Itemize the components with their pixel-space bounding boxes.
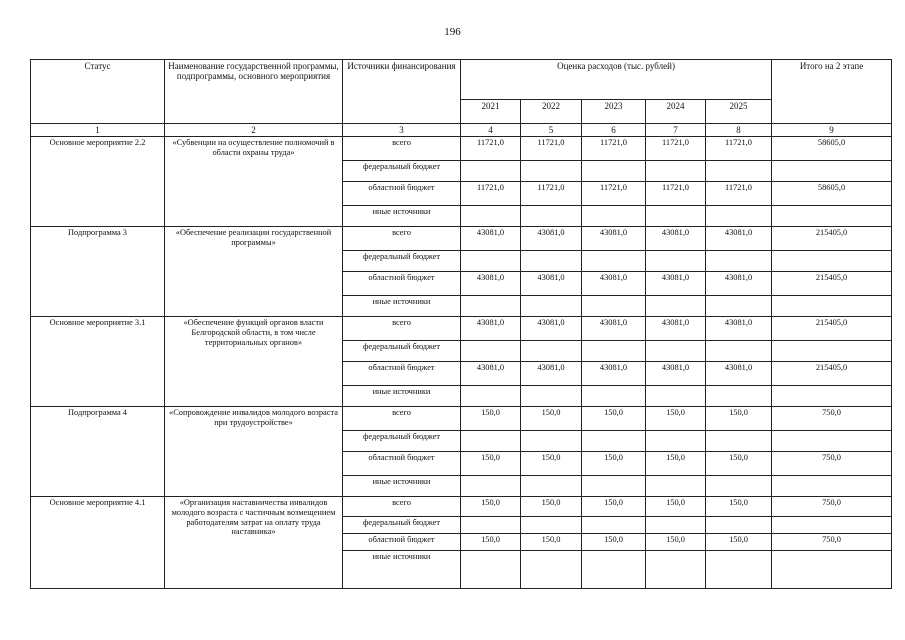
expense-value bbox=[582, 251, 646, 272]
header-year: 2023 bbox=[582, 100, 646, 124]
page-number: 196 bbox=[444, 26, 461, 38]
expense-value bbox=[706, 551, 772, 589]
funding-source: всего bbox=[343, 137, 461, 161]
funding-source: федеральный бюджет bbox=[343, 341, 461, 362]
expense-value bbox=[582, 341, 646, 362]
expense-value bbox=[582, 431, 646, 452]
expense-value: 43081,0 bbox=[646, 227, 706, 251]
stage-total: 750,0 bbox=[772, 452, 892, 476]
expense-value bbox=[461, 517, 521, 534]
row-status: Основное мероприятие 3.1 bbox=[31, 317, 165, 407]
funding-source: областной бюджет bbox=[343, 452, 461, 476]
funding-source: иные источники bbox=[343, 206, 461, 227]
stage-total: 215405,0 bbox=[772, 272, 892, 296]
header-total: Итого на 2 этапе bbox=[772, 60, 892, 124]
expense-value: 43081,0 bbox=[461, 362, 521, 386]
expense-value bbox=[521, 431, 582, 452]
expense-value: 43081,0 bbox=[521, 227, 582, 251]
stage-total: 750,0 bbox=[772, 497, 892, 517]
expense-value: 43081,0 bbox=[582, 317, 646, 341]
row-program-name: «Организация наставничества инвалидов молодого возраста с частичным возмещением работодателям затрат на оплату труда наставника» bbox=[165, 497, 343, 589]
funding-source: иные источники bbox=[343, 476, 461, 497]
expense-value: 150,0 bbox=[706, 534, 772, 551]
expense-value: 150,0 bbox=[582, 534, 646, 551]
expense-value: 43081,0 bbox=[706, 227, 772, 251]
table-row bbox=[31, 227, 892, 251]
header-sources: Источники финансирования bbox=[343, 60, 461, 124]
expense-value: 11721,0 bbox=[646, 182, 706, 206]
expense-value: 43081,0 bbox=[461, 227, 521, 251]
expense-value: 43081,0 bbox=[582, 362, 646, 386]
column-number: 2 bbox=[165, 124, 343, 137]
expense-value bbox=[646, 517, 706, 534]
expense-value bbox=[706, 517, 772, 534]
stage-total bbox=[772, 296, 892, 317]
expense-value bbox=[461, 431, 521, 452]
stage-total bbox=[772, 161, 892, 182]
expense-value: 150,0 bbox=[521, 534, 582, 551]
column-number: 8 bbox=[706, 124, 772, 137]
funding-source: областной бюджет bbox=[343, 182, 461, 206]
stage-total bbox=[772, 386, 892, 407]
stage-total: 750,0 bbox=[772, 407, 892, 431]
funding-source: всего bbox=[343, 227, 461, 251]
stage-total: 58605,0 bbox=[772, 137, 892, 161]
expense-value bbox=[646, 161, 706, 182]
row-program-name: «Сопровождение инвалидов молодого возраста при трудоустройстве» bbox=[165, 407, 343, 497]
expense-value bbox=[706, 431, 772, 452]
expense-value: 150,0 bbox=[521, 497, 582, 517]
expense-value: 43081,0 bbox=[521, 317, 582, 341]
stage-total: 215405,0 bbox=[772, 317, 892, 341]
stage-total bbox=[772, 551, 892, 589]
column-number: 1 bbox=[31, 124, 165, 137]
funding-source: федеральный бюджет bbox=[343, 431, 461, 452]
header-estimate: Оценка расходов (тыс. рублей) bbox=[461, 60, 772, 100]
column-number: 4 bbox=[461, 124, 521, 137]
expense-value: 43081,0 bbox=[646, 272, 706, 296]
funding-source: иные источники bbox=[343, 386, 461, 407]
expense-value: 11721,0 bbox=[521, 137, 582, 161]
expense-value: 43081,0 bbox=[461, 272, 521, 296]
expense-value: 150,0 bbox=[646, 534, 706, 551]
funding-source: всего bbox=[343, 497, 461, 517]
header-year: 2025 bbox=[706, 100, 772, 124]
row-program-name: «Обеспечение функций органов власти Белгородской области, в том числе территориальных органов» bbox=[165, 317, 343, 407]
header-year: 2021 bbox=[461, 100, 521, 124]
expense-value bbox=[706, 251, 772, 272]
stage-total: 58605,0 bbox=[772, 182, 892, 206]
expense-value: 43081,0 bbox=[706, 362, 772, 386]
row-program-name: «Обеспечение реализации государственной программы» bbox=[165, 227, 343, 317]
expense-value: 150,0 bbox=[461, 407, 521, 431]
row-status: Подпрограмма 4 bbox=[31, 407, 165, 497]
expense-value bbox=[461, 341, 521, 362]
expense-value bbox=[461, 206, 521, 227]
expense-value: 43081,0 bbox=[646, 362, 706, 386]
expense-value: 11721,0 bbox=[706, 137, 772, 161]
expense-value: 43081,0 bbox=[706, 272, 772, 296]
row-status: Подпрограмма 3 bbox=[31, 227, 165, 317]
expense-value bbox=[706, 476, 772, 497]
expense-value: 150,0 bbox=[706, 407, 772, 431]
expense-value: 11721,0 bbox=[582, 137, 646, 161]
expense-value bbox=[461, 476, 521, 497]
expense-value bbox=[706, 161, 772, 182]
funding-source: областной бюджет bbox=[343, 272, 461, 296]
expense-value: 43081,0 bbox=[582, 227, 646, 251]
expense-value bbox=[521, 341, 582, 362]
expense-value bbox=[521, 386, 582, 407]
header-status: Статус bbox=[31, 60, 165, 124]
expense-value: 11721,0 bbox=[461, 182, 521, 206]
table-row bbox=[31, 137, 892, 161]
column-number: 7 bbox=[646, 124, 706, 137]
stage-total bbox=[772, 251, 892, 272]
expense-value: 150,0 bbox=[646, 452, 706, 476]
expense-value: 11721,0 bbox=[706, 182, 772, 206]
expense-value: 43081,0 bbox=[521, 362, 582, 386]
expense-value: 150,0 bbox=[521, 407, 582, 431]
expense-value: 150,0 bbox=[706, 497, 772, 517]
funding-source: всего bbox=[343, 317, 461, 341]
expense-value bbox=[521, 251, 582, 272]
expense-value: 11721,0 bbox=[461, 137, 521, 161]
stage-total: 215405,0 bbox=[772, 227, 892, 251]
expense-value bbox=[646, 551, 706, 589]
stage-total: 750,0 bbox=[772, 534, 892, 551]
expense-value: 11721,0 bbox=[582, 182, 646, 206]
header-year: 2024 bbox=[646, 100, 706, 124]
expense-value bbox=[582, 296, 646, 317]
header-year: 2022 bbox=[521, 100, 582, 124]
expense-value: 150,0 bbox=[521, 452, 582, 476]
expense-value bbox=[582, 517, 646, 534]
funding-source: областной бюджет bbox=[343, 534, 461, 551]
expense-value bbox=[646, 206, 706, 227]
funding-source: иные источники bbox=[343, 296, 461, 317]
expense-value bbox=[706, 206, 772, 227]
expense-value bbox=[521, 476, 582, 497]
stage-total: 215405,0 bbox=[772, 362, 892, 386]
expense-value bbox=[646, 386, 706, 407]
expense-value: 150,0 bbox=[461, 497, 521, 517]
expense-value bbox=[521, 206, 582, 227]
expense-value bbox=[706, 386, 772, 407]
expense-value bbox=[521, 517, 582, 534]
funding-source: иные источники bbox=[343, 551, 461, 589]
column-number: 3 bbox=[343, 124, 461, 137]
column-number: 9 bbox=[772, 124, 892, 137]
table-row bbox=[31, 407, 892, 431]
expense-value bbox=[461, 296, 521, 317]
expense-value: 43081,0 bbox=[646, 317, 706, 341]
expense-value: 150,0 bbox=[582, 407, 646, 431]
expense-value bbox=[521, 296, 582, 317]
expense-value: 150,0 bbox=[461, 534, 521, 551]
expense-value: 11721,0 bbox=[646, 137, 706, 161]
stage-total bbox=[772, 341, 892, 362]
expense-value bbox=[582, 206, 646, 227]
expense-value: 150,0 bbox=[461, 452, 521, 476]
funding-source: федеральный бюджет bbox=[343, 251, 461, 272]
funding-source: всего bbox=[343, 407, 461, 431]
expense-value: 150,0 bbox=[582, 497, 646, 517]
row-status: Основное мероприятие 4.1 bbox=[31, 497, 165, 589]
expense-value bbox=[646, 431, 706, 452]
row-status: Основное мероприятие 2.2 bbox=[31, 137, 165, 227]
funding-source: федеральный бюджет bbox=[343, 161, 461, 182]
expense-value bbox=[706, 296, 772, 317]
stage-total bbox=[772, 206, 892, 227]
expense-value bbox=[521, 161, 582, 182]
expense-value bbox=[461, 551, 521, 589]
budget-table bbox=[30, 59, 892, 589]
expense-value bbox=[646, 476, 706, 497]
expense-value bbox=[521, 551, 582, 589]
stage-total bbox=[772, 476, 892, 497]
expense-value bbox=[582, 476, 646, 497]
table-row bbox=[31, 497, 892, 517]
stage-total bbox=[772, 431, 892, 452]
expense-value bbox=[461, 251, 521, 272]
expense-value: 43081,0 bbox=[461, 317, 521, 341]
row-program-name: «Субвенции на осуществление полномочий в области охраны труда» bbox=[165, 137, 343, 227]
expense-value: 43081,0 bbox=[582, 272, 646, 296]
expense-value: 43081,0 bbox=[521, 272, 582, 296]
expense-value: 11721,0 bbox=[521, 182, 582, 206]
expense-value: 43081,0 bbox=[706, 317, 772, 341]
expense-value bbox=[582, 161, 646, 182]
column-number: 5 bbox=[521, 124, 582, 137]
expense-value: 150,0 bbox=[646, 407, 706, 431]
table-row bbox=[31, 317, 892, 341]
expense-value bbox=[582, 386, 646, 407]
funding-source: областной бюджет bbox=[343, 362, 461, 386]
expense-value: 150,0 bbox=[706, 452, 772, 476]
expense-value bbox=[646, 341, 706, 362]
expense-value bbox=[646, 251, 706, 272]
expense-value bbox=[582, 551, 646, 589]
expense-value bbox=[461, 161, 521, 182]
expense-value: 150,0 bbox=[646, 497, 706, 517]
stage-total bbox=[772, 517, 892, 534]
column-number: 6 bbox=[582, 124, 646, 137]
funding-source: федеральный бюджет bbox=[343, 517, 461, 534]
expense-value bbox=[461, 386, 521, 407]
expense-value bbox=[646, 296, 706, 317]
expense-value bbox=[706, 341, 772, 362]
expense-value: 150,0 bbox=[582, 452, 646, 476]
header-name: Наименование государственной программы, подпрограммы, основного мероприятия bbox=[165, 60, 343, 124]
